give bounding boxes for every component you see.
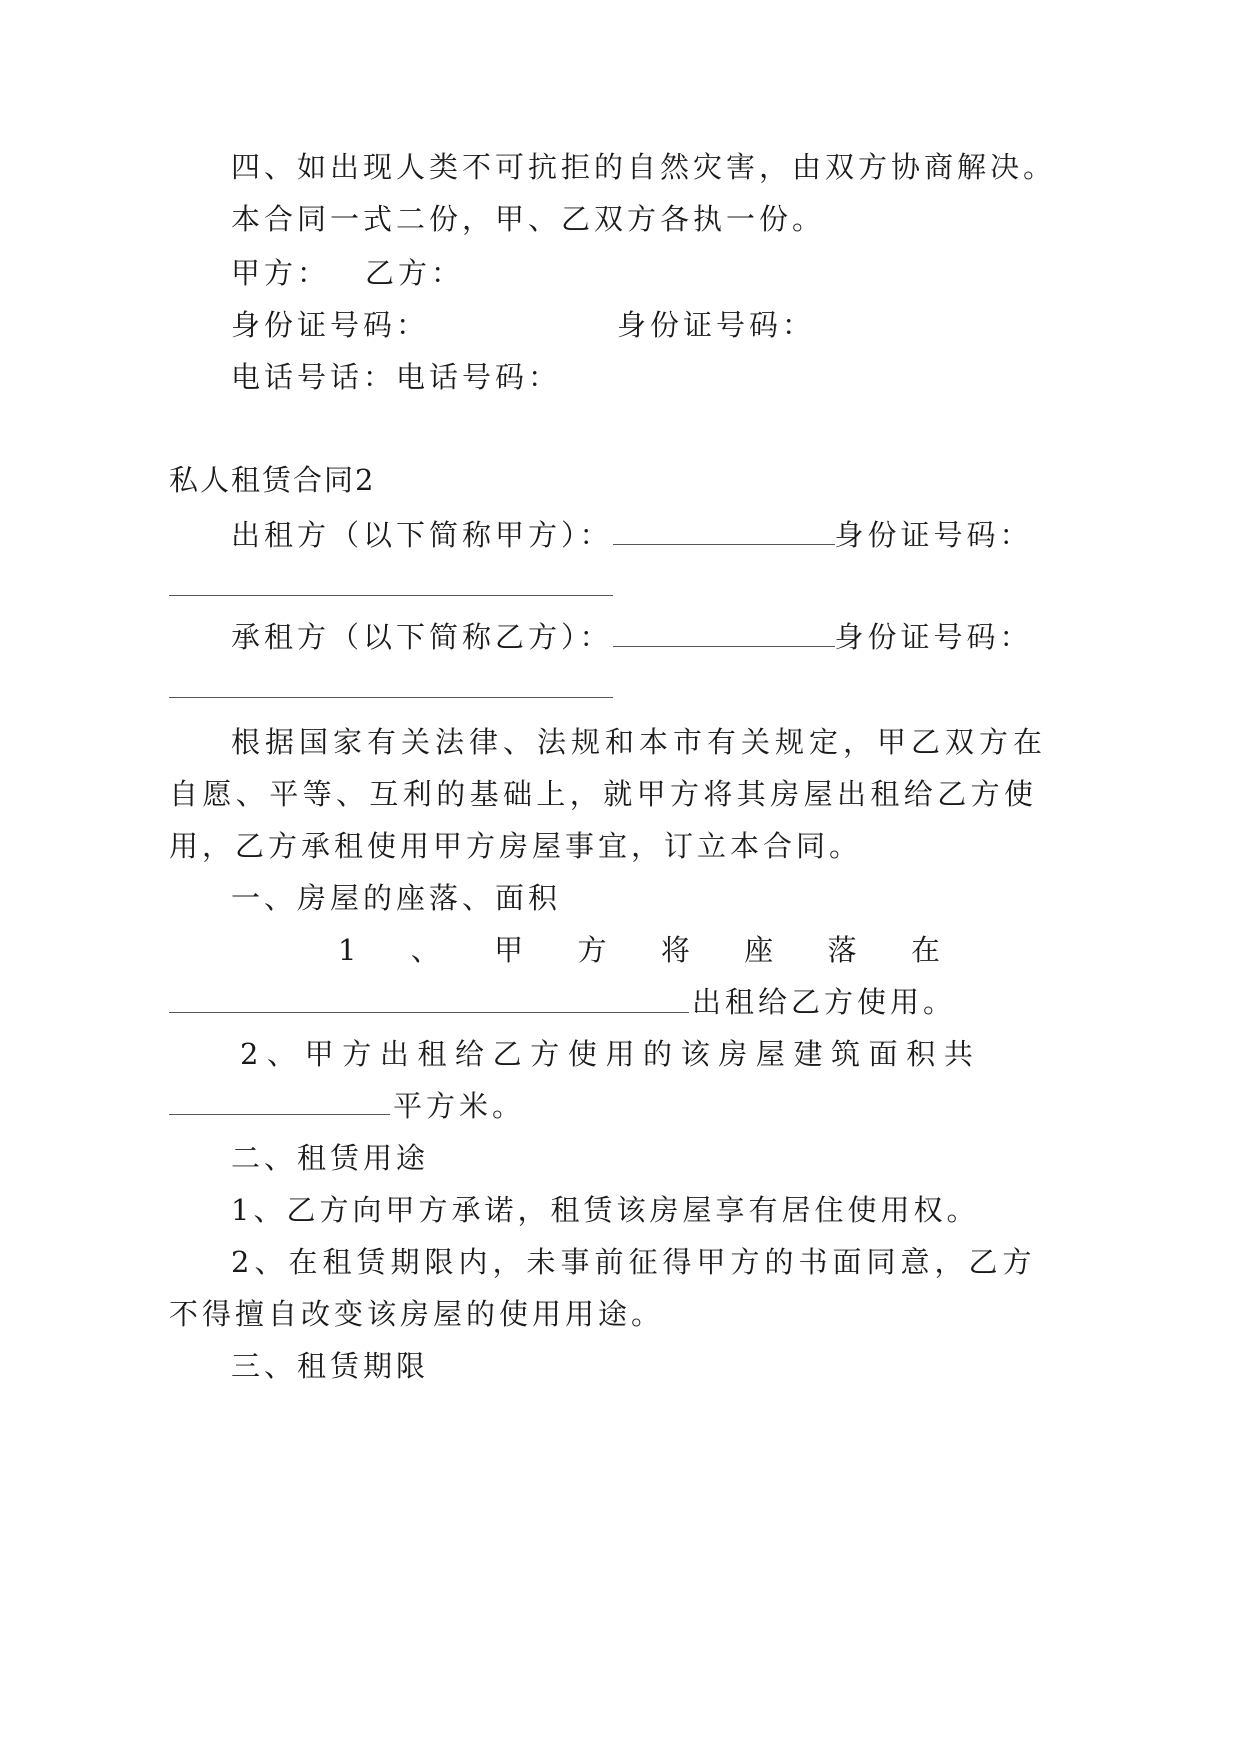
preamble-line-3: 用，乙方承租使用甲方房屋事宜，订立本合同。: [169, 829, 863, 863]
section-1-item-2-tail: 平方米。: [393, 1089, 526, 1123]
item-1-char: 在: [910, 933, 940, 967]
item-1-char: 座: [744, 933, 774, 967]
lessor-id-label: 身份证号码：: [834, 518, 1033, 552]
signature-party-b-label: 乙方：: [365, 256, 465, 290]
section-3-heading: 三、租赁期限: [231, 1349, 430, 1383]
lessee-id-blank: [169, 697, 613, 698]
id-number-label-b: 身份证号码：: [617, 308, 816, 342]
lessee-line: [231, 617, 1033, 657]
section-2-item-2-line-2: 不得擅自改变该房屋的使用用途。: [169, 1297, 665, 1331]
item-1-char: 方: [577, 933, 607, 967]
contract-2-title: 私人租赁合同2: [169, 463, 376, 497]
area-blank: [169, 1114, 390, 1115]
section-1-heading: 一、房屋的座落、面积: [231, 881, 562, 915]
lessor-label: 出租方（以下简称甲方）：: [231, 518, 613, 552]
preamble-line-2: 自愿、平等、互利的基础上，就甲方将其房屋出租给乙方使: [169, 777, 1038, 811]
location-blank: [169, 1012, 689, 1013]
paragraph-force-majeure: 四、如出现人类不可抗拒的自然灾害，由双方协商解决。: [231, 150, 1057, 184]
section-2-item-2-line-1: 2、在租赁期限内，未事前征得甲方的书面同意，乙方: [231, 1245, 1037, 1279]
section-1-item-2-head: 2、甲方出租给乙方使用的该房屋建筑面积共: [240, 1037, 982, 1071]
section-2-item-1: 1、乙方向甲方承诺，租赁该房屋享有居住使用权。: [231, 1193, 980, 1227]
preamble-line-1: 根据国家有关法律、法规和本市有关规定，甲乙双方在: [231, 725, 1048, 759]
signature-party-a-label: 甲方：: [231, 256, 331, 290]
phone-labels: 电话号话：电话号码：: [231, 360, 562, 394]
item-1-char: 1: [338, 933, 357, 967]
paragraph-copies: 本合同一式二份，甲、乙双方各执一份。: [231, 202, 826, 236]
id-number-label-a: 身份证号码：: [231, 308, 430, 342]
lessee-id-label: 身份证号码：: [834, 620, 1033, 654]
section-2-heading: 二、租赁用途: [231, 1141, 430, 1175]
lessor-name-blank: [613, 516, 835, 545]
lessee-name-blank: [613, 618, 835, 647]
item-1-char: 、: [410, 933, 440, 967]
section-1-item-1-head: [338, 930, 940, 970]
lessor-line: [231, 515, 1033, 555]
item-1-char: 落: [827, 933, 857, 967]
item-1-char: 将: [660, 933, 690, 967]
lessee-label: 承租方（以下简称乙方）：: [231, 620, 613, 654]
lessor-id-blank: [169, 595, 613, 596]
item-1-char: 甲: [494, 933, 524, 967]
section-1-item-1-tail: 出租给乙方使用。: [692, 985, 957, 1019]
